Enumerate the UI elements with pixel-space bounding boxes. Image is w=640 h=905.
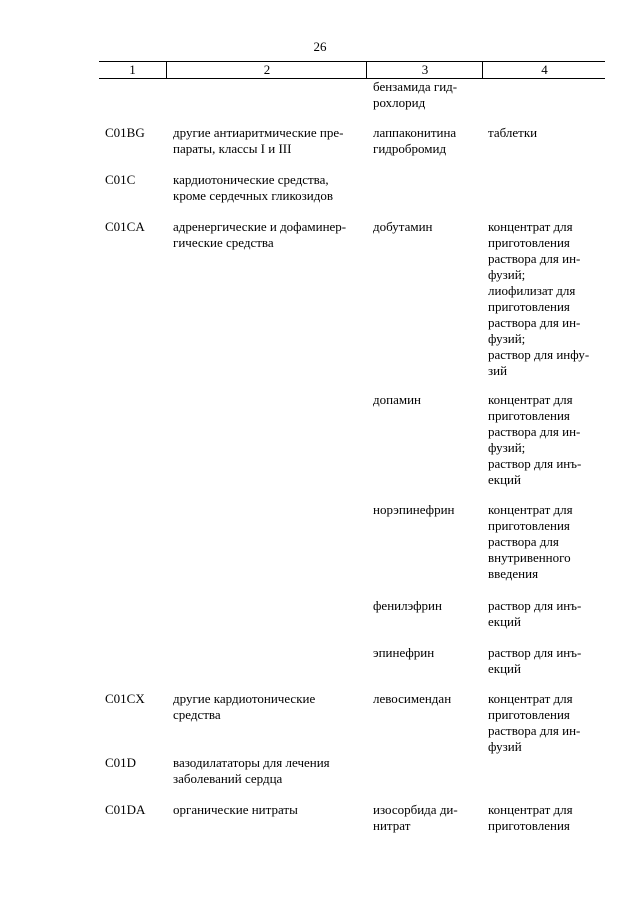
text-line: екций [488, 661, 521, 676]
text-line: лаппаконитина [373, 125, 457, 140]
text-line: раствор для инфу- [488, 347, 590, 362]
drug-name [373, 802, 478, 834]
drug-name [373, 691, 478, 707]
text-line: фузий [488, 739, 522, 754]
dosage-form [488, 219, 600, 379]
text-line: внутривенного [488, 550, 571, 565]
text-line: раствор для инъ- [488, 456, 582, 471]
text-line: концентрат для [488, 691, 573, 706]
drug-name [373, 392, 478, 408]
atc-code: C01CX [105, 691, 145, 706]
text-line: раствора для ин- [488, 251, 581, 266]
group-name [173, 691, 362, 723]
dosage-form [488, 598, 600, 630]
text-line: фенилэфрин [373, 598, 442, 613]
text-line: таблетки [488, 125, 538, 140]
dosage-form [488, 392, 600, 488]
drug-table [99, 61, 605, 833]
text-line: другие антиаритмические пре- [173, 125, 344, 140]
text-line: бензамида гид- [373, 79, 458, 94]
text-line: приготовления [488, 707, 570, 722]
group-name [173, 219, 362, 251]
drug-name [373, 645, 478, 661]
atc-code: C01D [105, 755, 137, 770]
text-line: раствора для ин- [488, 315, 581, 330]
text-line: приготовления [488, 408, 570, 423]
header-col-4: 4 [482, 62, 606, 78]
drug-name [373, 219, 478, 235]
text-line: фузий; [488, 267, 526, 282]
text-line: фузий; [488, 440, 526, 455]
text-line: органические нитраты [173, 802, 298, 817]
text-line: другие кардиотонические [173, 691, 316, 706]
table-header [99, 61, 605, 79]
atc-code: C01C [105, 172, 136, 187]
text-line: рохлорид [373, 95, 426, 110]
drug-name [373, 79, 478, 111]
header-col-3: 3 [366, 62, 483, 78]
drug-name [373, 502, 478, 518]
text-line: приготовления [488, 235, 570, 250]
text-line: концентрат для [488, 219, 573, 234]
page-number: 26 [313, 39, 327, 54]
text-line: концентрат для [488, 392, 573, 407]
text-line: екций [488, 472, 521, 487]
group-name [173, 172, 362, 204]
text-line: заболеваний сердца [173, 771, 283, 786]
text-line: добутамин [373, 219, 433, 234]
text-line: концентрат для [488, 502, 573, 517]
text-line: вазодилататоры для лечения [173, 755, 330, 770]
text-line: раствора для ин- [488, 723, 581, 738]
drug-name [373, 125, 478, 157]
text-line: раствор для инъ- [488, 645, 582, 660]
text-line: раствора для [488, 534, 559, 549]
atc-code: C01DA [105, 802, 146, 817]
atc-code: C01BG [105, 125, 145, 140]
header-col-1: 1 [129, 62, 136, 77]
header-col-2: 2 [166, 62, 367, 78]
text-line: приготовления [488, 818, 570, 833]
dosage-form [488, 125, 600, 141]
text-line: средства [173, 707, 221, 722]
text-line: раствора для ин- [488, 424, 581, 439]
text-line: зий [488, 363, 508, 378]
group-name [173, 125, 362, 157]
dosage-form [488, 502, 600, 582]
text-line: кроме сердечных гликозидов [173, 188, 333, 203]
text-line: гические средства [173, 235, 274, 250]
text-line: нитрат [373, 818, 411, 833]
text-line: екций [488, 614, 521, 629]
text-line: параты, классы I и III [173, 141, 292, 156]
text-line: допамин [373, 392, 421, 407]
drug-name [373, 598, 478, 614]
text-line: приготовления [488, 299, 570, 314]
dosage-form [488, 802, 600, 834]
text-line: изосорбида ди- [373, 802, 458, 817]
text-line: адренергические и дофаминер- [173, 219, 347, 234]
dosage-form [488, 645, 600, 677]
dosage-form [488, 691, 600, 755]
text-line: левосимендан [373, 691, 452, 706]
group-name [173, 802, 362, 818]
text-line: кардиотонические средства, [173, 172, 329, 187]
text-line: концентрат для [488, 802, 573, 817]
text-line: лиофилизат для [488, 283, 576, 298]
text-line: норэпинефрин [373, 502, 455, 517]
text-line: фузий; [488, 331, 526, 346]
text-line: эпинефрин [373, 645, 435, 660]
group-name [173, 755, 362, 787]
text-line: раствор для инъ- [488, 598, 582, 613]
atc-code: C01CA [105, 219, 145, 234]
text-line: приготовления [488, 518, 570, 533]
text-line: гидробромид [373, 141, 447, 156]
text-line: введения [488, 566, 539, 581]
